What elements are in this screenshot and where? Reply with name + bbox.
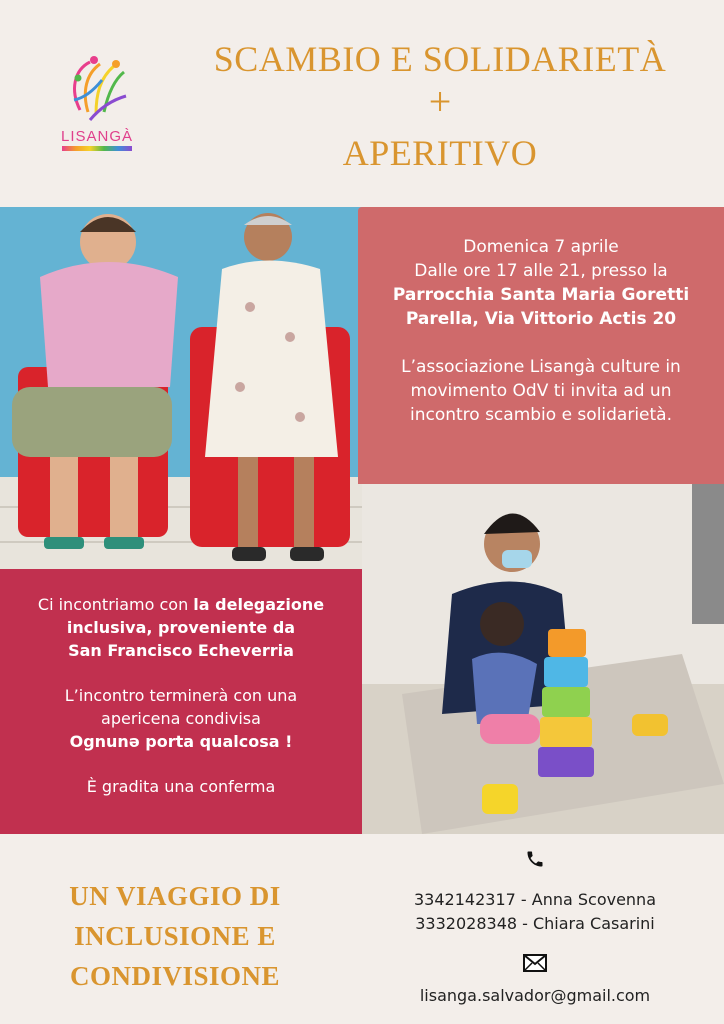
event-date: Domenica 7 aprile [463,237,619,257]
details-box [0,569,362,834]
meet-bold-1: la delegazione [193,595,325,614]
invite-line-3: incontro scambio e solidarietà. [409,405,673,425]
lisanga-logo [60,50,134,154]
bring-something: Ognunə porta qualcosa ! [69,732,293,751]
meet-line-1 [0,593,362,616]
phone-contact-2[interactable]: 3332028348 - Chiara Casarini [415,914,655,933]
meet-prefix: Ci incontriamo con [37,595,194,614]
meet-bold-3: San Francisco Echeverria [68,641,294,660]
title-line-1: SCAMBIO E SOLIDARIETÀ [213,39,667,79]
email-link[interactable]: lisanga.salvador@gmail.com [419,986,651,1005]
event-place-line-2: Parella, Via Vittorio Actis 20 [405,309,677,329]
logo-wordmark: LISANGÀ [60,128,134,145]
phone-contact-1[interactable]: 3342142317 - Anna Scovenna [414,890,656,909]
event-place-line-1: Parrocchia Santa Maria Goretti [392,285,690,305]
slogan-line-1: UN VIAGGIO DI [69,881,281,911]
event-time: Dalle ore 17 alle 21, presso la [414,261,668,281]
event-info-box [358,207,724,484]
invite-line-1: L’associazione Lisangà culture in [401,357,681,377]
photo-man-and-woman-seated [0,207,362,569]
end-line-2: apericena condivisa [101,709,261,728]
dancing-figures-icon [60,50,134,128]
contacts-block [380,840,690,1008]
photo-woman-and-child-playing [362,484,724,834]
invite-line-2: movimento OdV ti invita ad un [410,381,672,401]
title-line-3: APERITIVO [342,133,538,173]
title-plus: + [428,79,452,124]
end-line-1: L’incontro terminerà con una [64,686,298,705]
envelope-icon [523,954,547,972]
meet-bold-2: inclusiva, proveniente da [66,618,296,637]
confirm-note: È gradita una conferma [86,777,276,796]
slogan-line-2: INCLUSIONE E [74,921,276,951]
phone-icon [525,848,545,870]
slogan-line-3: CONDIVISIONE [69,961,281,991]
slogan [40,876,310,996]
logo-rainbow-bar [62,146,132,151]
